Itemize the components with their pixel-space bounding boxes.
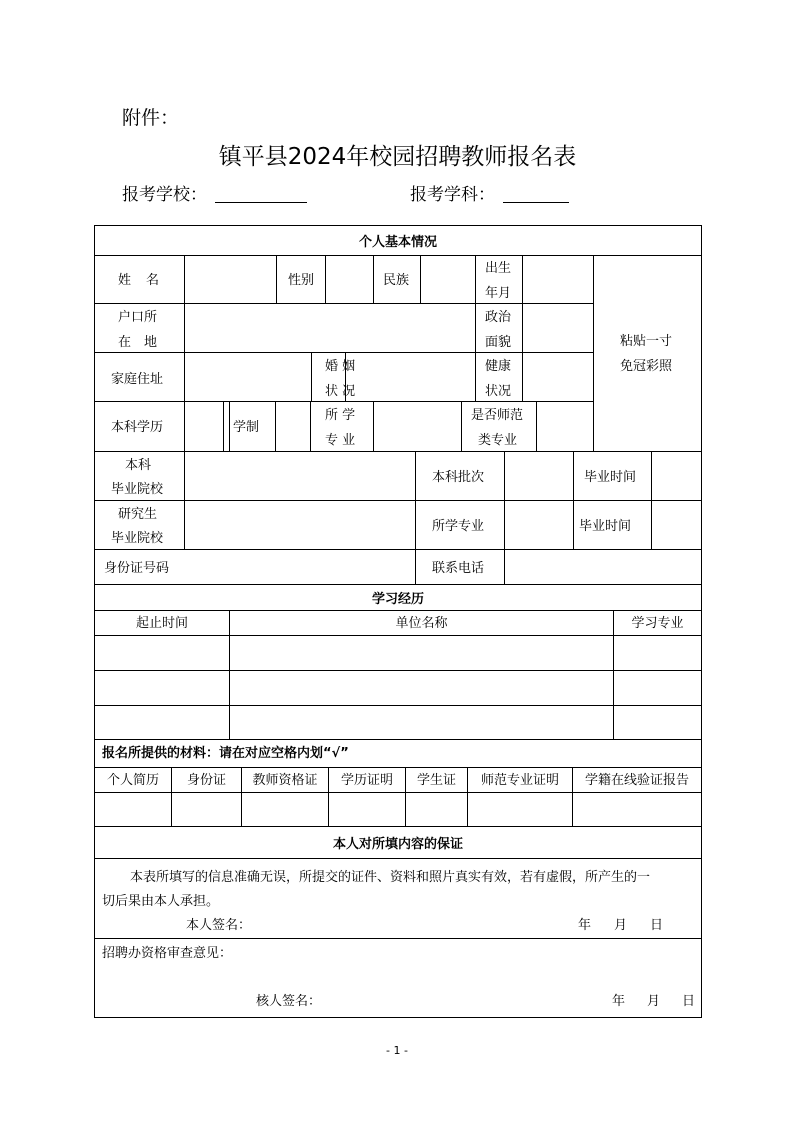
review-signature: 核人签名： (256, 994, 322, 1009)
label-health-1: 健康 (485, 359, 512, 374)
label-ug-school-1: 本科 (125, 458, 152, 473)
label-major-1: 所 学 (325, 408, 356, 423)
label-political-1: 政治 (485, 310, 512, 325)
label-marriage-1: 婚 姻 (325, 359, 356, 374)
guarantee-signature: 本人签名： (186, 918, 252, 933)
label-birth-1: 出生 (485, 261, 512, 276)
label-pg-major: 所学专业 (432, 519, 485, 534)
photo-placeholder-2: 免冠彩照 (620, 359, 673, 374)
label-health-2: 状况 (485, 384, 512, 399)
label-hukou-2: 在 地 (118, 335, 158, 350)
label-degree: 本科学历 (111, 420, 164, 435)
section-guarantee: 本人对所填内容的保证 (332, 837, 463, 852)
checkbox-enrollment-report[interactable] (573, 792, 701, 825)
review-label: 招聘办资格审查意见： (102, 946, 233, 961)
guarantee-text-2: 切后果由本人承担。 (102, 894, 220, 909)
guarantee-day: 日 (650, 918, 664, 933)
checkbox-degree-proof[interactable] (329, 792, 405, 825)
guarantee-year: 年 (578, 918, 592, 933)
checkbox-student-card[interactable] (406, 792, 467, 825)
review-year: 年 (612, 994, 626, 1009)
label-grad-time: 毕业时间 (584, 470, 637, 485)
label-phone: 联系电话 (432, 561, 485, 576)
label-normal-2: 类专业 (478, 433, 518, 448)
page-number: - 1 - (386, 1044, 408, 1057)
review-month: 月 (647, 994, 661, 1009)
label-address: 家庭住址 (111, 372, 164, 387)
form-title: 镇平县2024年校园招聘教师报名表 (218, 144, 577, 170)
guarantee-text-1: 本表所填写的信息准确无误，所提交的证件、资料和照片真实有效，若有虚假，所产生的一 (130, 870, 651, 885)
label-normal-1: 是否师范 (471, 408, 524, 423)
review-day: 日 (682, 994, 696, 1009)
materials-title: 报名所提供的材料：请在对应空格内划“√” (102, 746, 349, 761)
checkbox-normal-major-proof[interactable] (468, 792, 572, 825)
label-ug-batch: 本科批次 (432, 470, 485, 485)
study-col-period: 起止时间 (135, 616, 188, 631)
subject-field-underline[interactable] (503, 202, 569, 203)
label-name-1: 姓 (118, 273, 132, 288)
material-resume: 个人简历 (106, 773, 159, 788)
study-col-major: 学习专业 (631, 616, 684, 631)
section-study-history: 学习经历 (371, 592, 424, 607)
attachment-label: 附件： (122, 107, 180, 129)
school-field-underline[interactable] (215, 202, 307, 203)
material-id-card: 身份证 (186, 773, 226, 788)
material-normal-major-proof: 师范专业证明 (480, 773, 559, 788)
checkbox-resume[interactable] (95, 792, 171, 825)
label-ug-school-2: 毕业院校 (111, 482, 164, 497)
label-pg-school-1: 研究生 (118, 507, 158, 522)
label-ethnicity: 民族 (383, 273, 410, 288)
photo-placeholder-1: 粘贴一寸 (620, 334, 673, 349)
label-birth-2: 年月 (485, 286, 512, 301)
label-political-2: 面貌 (485, 335, 512, 350)
material-enrollment-report: 学籍在线验证报告 (584, 773, 689, 788)
guarantee-month: 月 (614, 918, 628, 933)
label-major-2: 专 业 (325, 433, 356, 448)
school-label: 报考学校： (122, 185, 207, 205)
subject-label: 报考学科： (410, 185, 495, 205)
label-marriage-2: 状 况 (325, 384, 356, 399)
material-degree-proof: 学历证明 (340, 773, 393, 788)
checkbox-id-card[interactable] (172, 792, 241, 825)
material-student-card: 学生证 (416, 773, 456, 788)
label-schooling: 学制 (233, 420, 260, 435)
label-name-2: 名 (146, 273, 160, 288)
label-gender: 性别 (288, 273, 315, 288)
material-teacher-cert: 教师资格证 (252, 773, 318, 788)
label-pg-grad-time: 毕业时间 (579, 519, 632, 534)
label-pg-school-2: 毕业院校 (111, 531, 164, 546)
section-basic-info: 个人基本情况 (358, 235, 437, 250)
label-id-number: 身份证号码 (104, 561, 170, 576)
checkbox-teacher-cert[interactable] (242, 792, 328, 825)
label-hukou-1: 户口所 (118, 310, 158, 325)
study-col-unit: 单位名称 (395, 616, 448, 631)
